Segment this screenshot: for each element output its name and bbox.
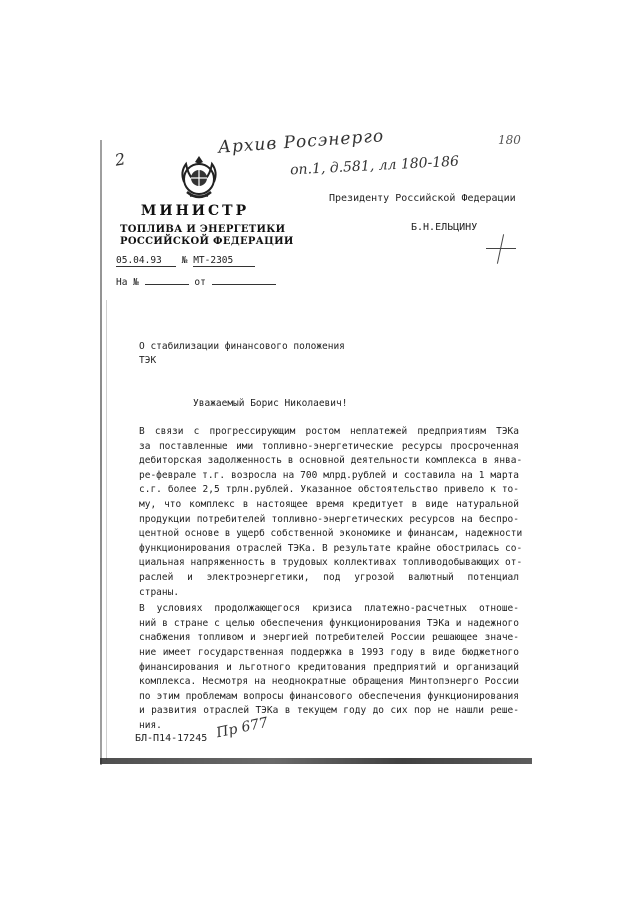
body-line: ние имеет государственная поддержка в 1993 году в виде бюджетного (139, 646, 519, 658)
body-line: ний в стране с целью обеспечения функционирования ТЭКа и надежного (139, 617, 519, 629)
body-line: ния. (139, 719, 162, 731)
salutation: Уважаемый Борис Николаевич! (193, 398, 348, 409)
scan-left-edge-inner (106, 300, 107, 760)
handwritten-sheet-number: 180 (498, 133, 521, 147)
body-line: по этим проблемам вопросы финансового обеспечения функционирования (139, 690, 519, 702)
org-title: МИНИСТР (140, 203, 250, 219)
body-line: за поставленные ими топливно-энергетические ресурсы просроченная (139, 440, 519, 452)
letter-number: МТ-2305 (193, 255, 255, 267)
letter-date: 05.04.93 (116, 255, 176, 267)
document-code: БЛ-П14-17245 (135, 733, 208, 744)
body-line: В условиях продолжающегося кризиса платежно-расчетных отноше- (139, 603, 519, 615)
addressee-title: Президенту Российской Федерации (329, 193, 516, 204)
handwritten-mark: 2 (113, 149, 127, 170)
body-line: циальная напряженность в трудовых коллективах топливодобывающих от- (139, 557, 523, 569)
letter-subject (139, 340, 345, 368)
body-line: ре-феврале т.г. возросла на 700 млрд.рублей и составила на 1 марта (139, 469, 519, 481)
body-line: страны. (139, 586, 180, 598)
body-line: дебиторская задолженность в основной деятельности комплекса в янва- (139, 455, 523, 467)
reply-line (116, 277, 276, 288)
handwritten-signature-note: Пр 677 (214, 714, 270, 742)
body-line: с.г. более 2,5 трлн.рублей. Указанное обстоятельство привело к то- (139, 484, 519, 496)
number-label: № (181, 255, 188, 266)
body-line: функционирования отраслей ТЭКа. В результате крайне обострилась со- (139, 542, 523, 554)
handwritten-cross-mark (486, 234, 516, 264)
body-line: раслей и электроэнергетики, под угрозой валютный потенциал (139, 571, 519, 583)
body-line: комплекса. Несмотря на неоднократные обращения Минтопэнерго России (139, 676, 519, 688)
subject-line-1: О стабилизации финансового положения (139, 341, 345, 352)
body-line: центной основе в ущерб собственной экономике и финансам, надежности (139, 528, 523, 540)
state-emblem-icon (174, 152, 224, 204)
registration-line (116, 255, 255, 267)
addressee-name: Б.Н.ЕЛЬЦИНУ (411, 222, 478, 233)
org-line-2: РОССИЙСКОЙ ФЕДЕРАЦИИ (120, 236, 294, 247)
handwritten-archive-reference: оп.1, д.581, лл 180-186 (289, 153, 460, 179)
body-line: финансирования и льготного кредитования предприятий и организаций (139, 661, 519, 673)
scan-left-edge (100, 140, 102, 765)
reply-label: На № (116, 277, 139, 288)
scan-bottom-edge (100, 758, 532, 764)
subject-line-2: ТЭК (139, 355, 157, 366)
org-line-1: ТОПЛИВА И ЭНЕРГЕТИКИ (120, 224, 286, 235)
handwritten-archive-note: Архив Росэнерго (217, 126, 385, 158)
body-line: снабжения топливом и энергией потребителей России решающее значе- (139, 632, 519, 644)
body-line: и развития отраслей ТЭКа в текущем году до сих пор не нашли реше- (139, 705, 519, 717)
letter-body (139, 425, 523, 733)
body-line: В связи с прогрессирующим ростом неплатежей предприятиям ТЭКа (139, 426, 519, 437)
from-label: от (194, 277, 206, 288)
body-line: му, что комплекс в настоящее время кредитует в виде натуральной (139, 498, 519, 510)
body-line: продукции потребителей топливно-энергетических ресурсов на беспро- (139, 513, 519, 525)
